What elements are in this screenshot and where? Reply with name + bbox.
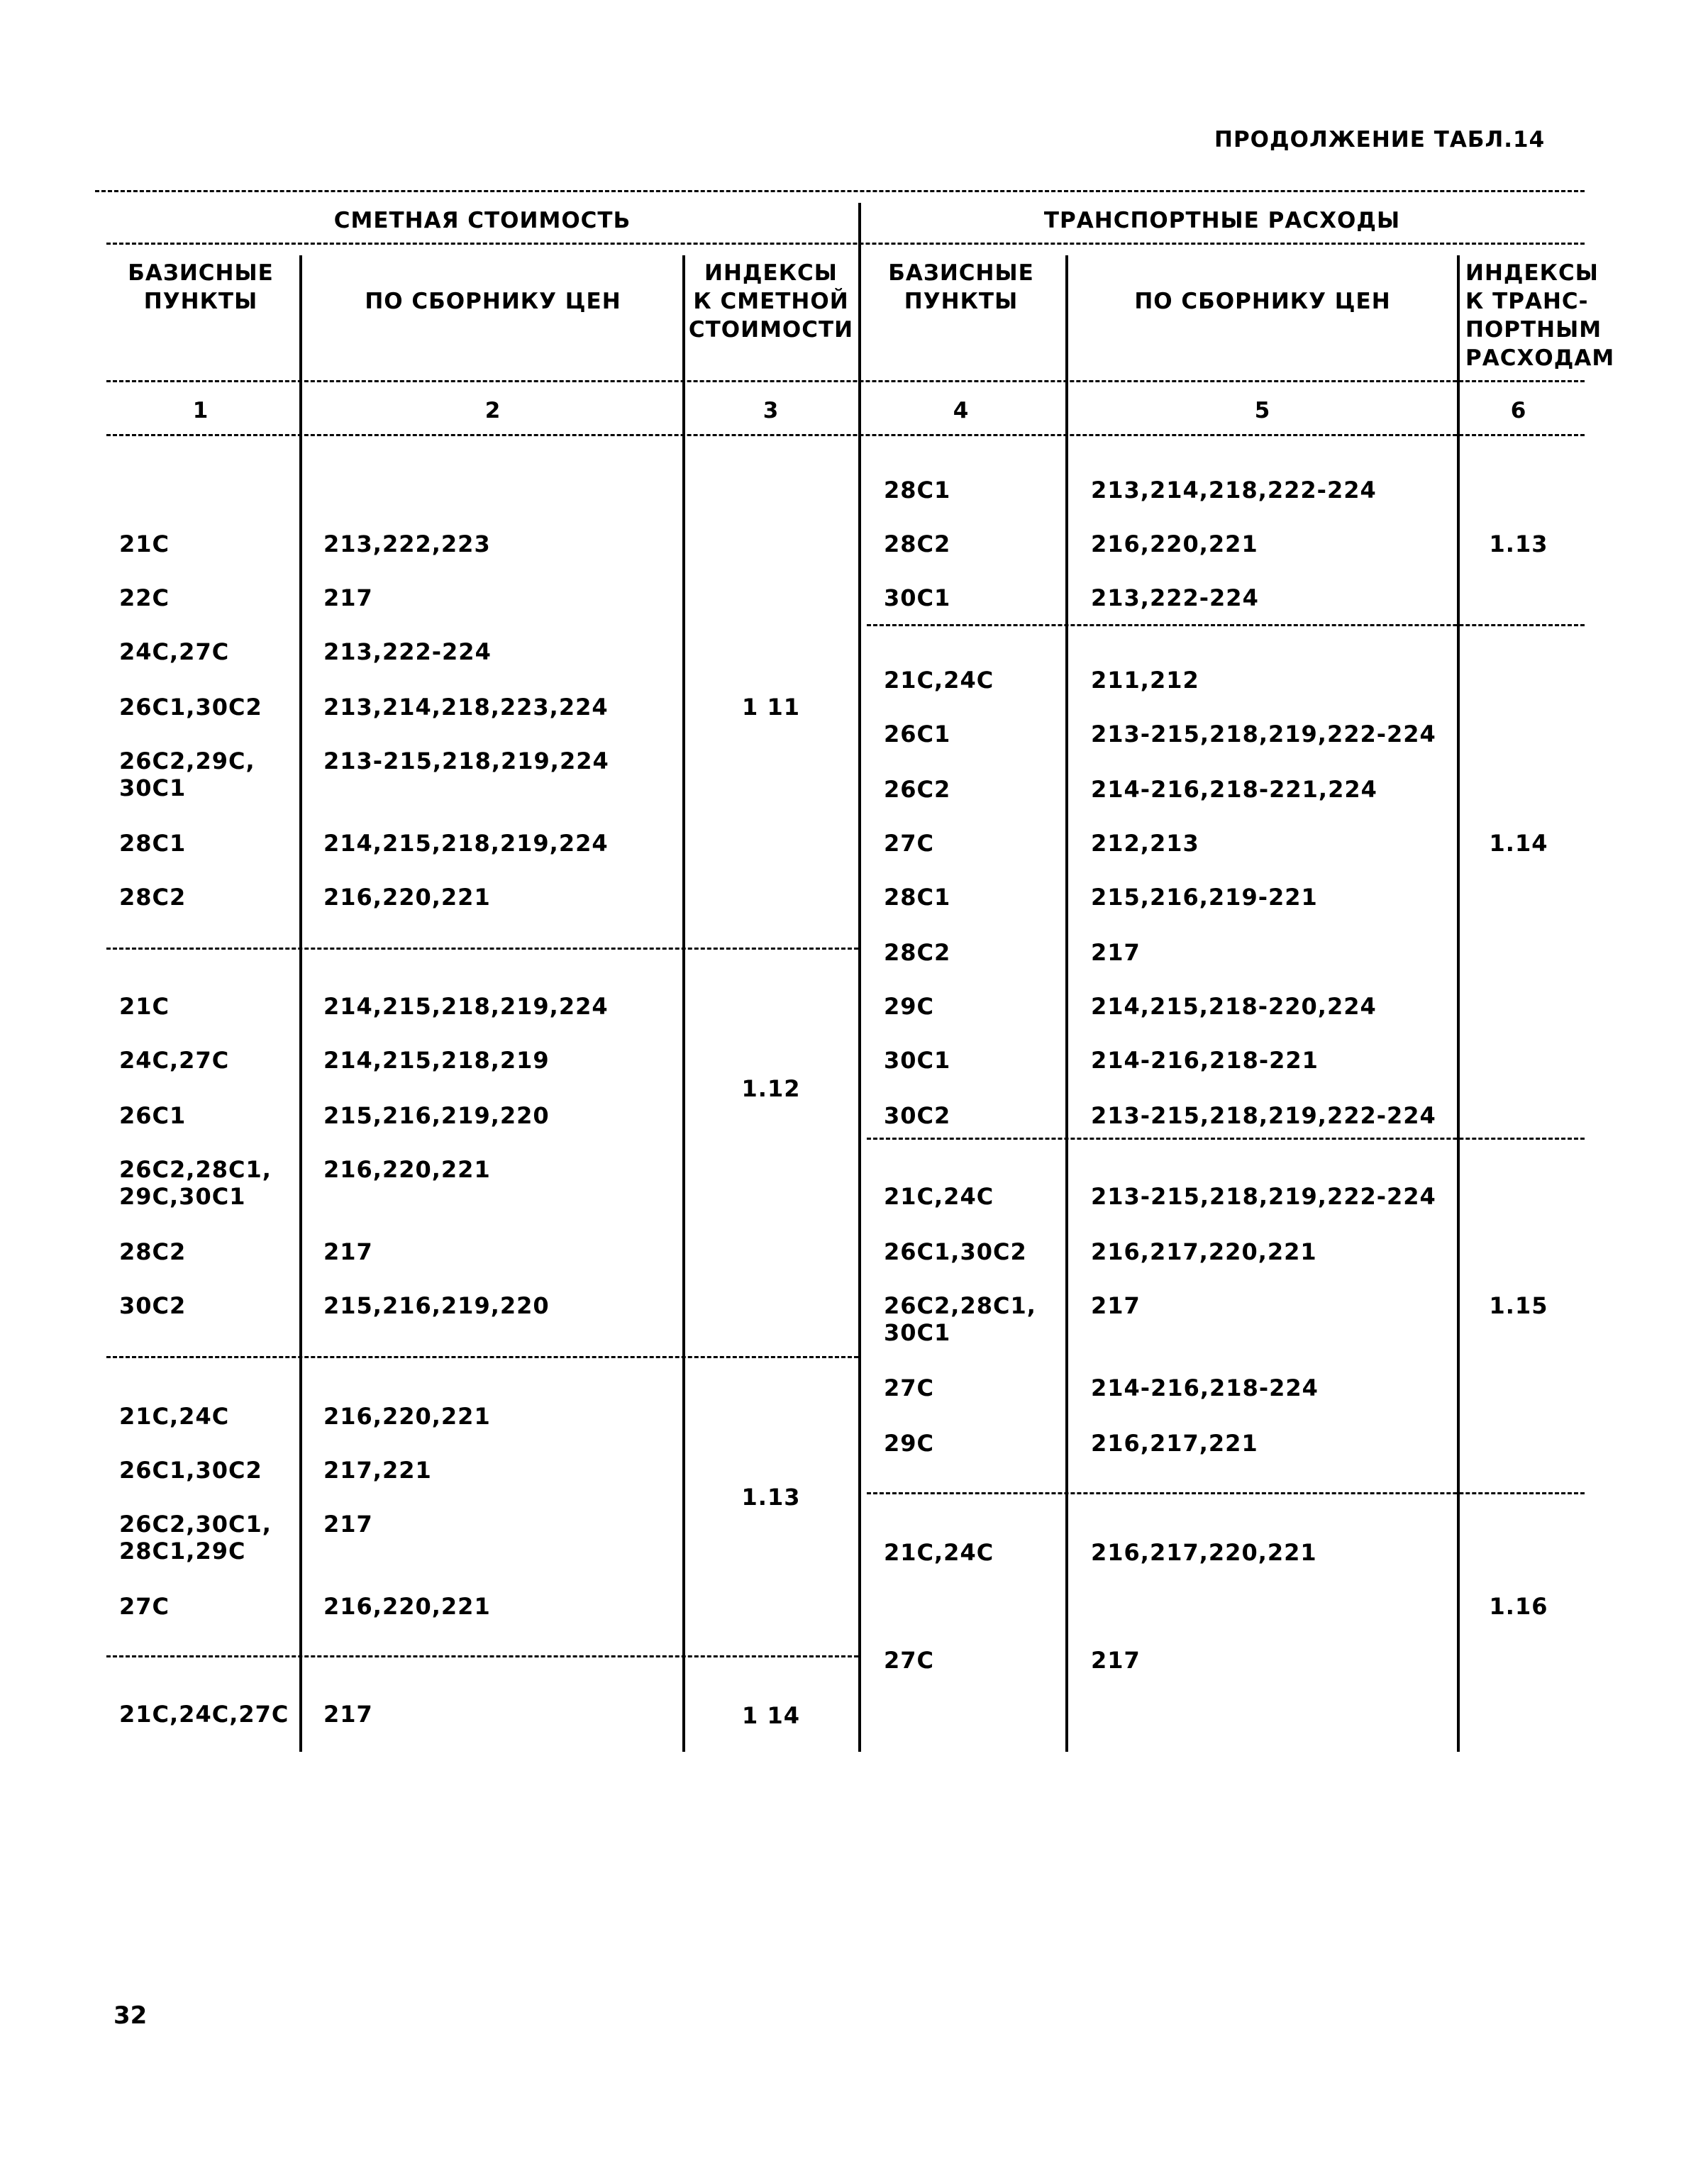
col6-header-line3: ПОРТНЫМ (1465, 317, 1602, 343)
transport-g3-index: 1.15 (1489, 1292, 1548, 1319)
estimate-g1-r4-points: 26С1,30С2 (119, 694, 262, 721)
transport-g3-r5-prices: 216,217,221 (1091, 1430, 1258, 1457)
transport-g1-r3-prices: 213,222-224 (1091, 584, 1259, 611)
estimate-g2-r5-prices: 217 (323, 1238, 373, 1265)
transport-g2-r2-points: 26С1 (884, 721, 951, 748)
estimate-g1-r1-prices: 213,222,223 (323, 531, 491, 557)
col5-header: ПО СБОРНИКУ ЦЕН (1134, 289, 1391, 314)
transport-g1-index: 1.13 (1489, 531, 1548, 557)
col6-header-line4: РАСХОДАМ (1465, 345, 1615, 371)
estimate-g2-r4-prices: 216,220,221 (323, 1156, 491, 1183)
estimate-g3-r3-points: 26С2,30С1, 28С1,29С (119, 1511, 272, 1565)
estimate-g1-r2-prices: 217 (323, 584, 373, 611)
column-header-rule (106, 380, 1585, 382)
estimate-g3-r1-prices: 216,220,221 (323, 1403, 491, 1430)
estimate-g2-r1-points: 21С (119, 993, 170, 1020)
transport-g1-r2-prices: 216,220,221 (1091, 531, 1258, 557)
transport-group-rule-2 (867, 1138, 1585, 1140)
estimate-g2-r6-prices: 215,216,219,220 (323, 1292, 550, 1319)
transport-g2-r6-prices: 217 (1091, 939, 1141, 966)
col-separator-1-2 (299, 255, 302, 1752)
estimate-g3-index: 1.13 (741, 1484, 801, 1511)
continuation-title: ПРОДОЛЖЕНИЕ ТАБЛ.14 (1214, 127, 1546, 152)
transport-g2-r8-points: 30С1 (884, 1047, 951, 1074)
estimate-g2-r3-points: 26С1 (119, 1102, 187, 1129)
transport-g2-r1-prices: 211,212 (1091, 667, 1199, 694)
transport-g3-r1-points: 21С,24С (884, 1183, 994, 1210)
col4-header-line2: ПУНКТЫ (904, 289, 1019, 314)
estimate-g4-r1-points: 21С,24С,27С (119, 1701, 289, 1728)
estimate-g3-r1-points: 21С,24С (119, 1403, 230, 1430)
transport-group-rule-3 (867, 1492, 1585, 1494)
col-number-4: 4 (953, 398, 970, 423)
transport-g4-index: 1.16 (1489, 1593, 1548, 1620)
transport-g3-r3-points: 26С2,28С1, 30С1 (884, 1292, 1036, 1346)
estimate-g1-r3-points: 24С,27С (119, 638, 230, 665)
estimate-g3-r2-points: 26С1,30С2 (119, 1457, 262, 1484)
col3-header-line3: СТОИМОСТИ (688, 317, 854, 343)
estimate-g1-r5-prices: 213-215,218,219,224 (323, 748, 609, 774)
transport-g2-index: 1.14 (1489, 830, 1548, 857)
transport-g2-r5-points: 28С1 (884, 884, 951, 911)
transport-g3-r3-prices: 217 (1091, 1292, 1141, 1319)
transport-g1-r3-points: 30С1 (884, 584, 951, 611)
estimate-group-rule-1 (106, 948, 858, 950)
estimate-group-header: СМЕТНАЯ СТОИМОСТЬ (333, 208, 631, 233)
estimate-g1-r4-prices: 213,214,218,223,224 (323, 694, 609, 721)
transport-g3-r2-prices: 216,217,220,221 (1091, 1238, 1317, 1265)
estimate-g2-index: 1.12 (741, 1075, 801, 1102)
col-separator-5-6 (1457, 255, 1460, 1752)
col-separator-3-4 (858, 203, 861, 1752)
estimate-g1-r5-points: 26С2,29С, 30С1 (119, 748, 255, 801)
col3-header-line1: ИНДЕКСЫ (704, 260, 838, 286)
transport-g4-r1-points: 21С,24С (884, 1539, 994, 1566)
estimate-g3-r2-prices: 217,221 (323, 1457, 432, 1484)
estimate-g3-r3-prices: 217 (323, 1511, 373, 1538)
transport-g2-r4-points: 27С (884, 830, 935, 857)
estimate-g2-r4-points: 26С2,28С1, 29С,30С1 (119, 1156, 272, 1210)
col3-header-line2: К СМЕТНОЙ (693, 289, 849, 314)
col-separator-4-5 (1065, 255, 1068, 1752)
transport-g3-r4-prices: 214-216,218-224 (1091, 1374, 1319, 1401)
transport-g2-r3-points: 26С2 (884, 776, 951, 803)
transport-g1-r1-points: 28С1 (884, 477, 951, 504)
estimate-group-rule-2 (106, 1356, 858, 1358)
estimate-g2-r1-prices: 214,215,218,219,224 (323, 993, 609, 1020)
transport-g2-r4-prices: 212,213 (1091, 830, 1199, 857)
transport-g2-r9-prices: 213-215,218,219,222-224 (1091, 1102, 1436, 1129)
col-number-1: 1 (192, 398, 209, 423)
estimate-group-rule-3 (106, 1655, 858, 1657)
transport-group-header: ТРАНСПОРТНЫЕ РАСХОДЫ (1043, 208, 1401, 233)
transport-g3-r1-prices: 213-215,218,219,222-224 (1091, 1183, 1436, 1210)
column-number-rule (106, 434, 1585, 436)
transport-g3-r2-points: 26С1,30С2 (884, 1238, 1027, 1265)
transport-g2-r6-points: 28С2 (884, 939, 951, 966)
estimate-g3-r4-prices: 216,220,221 (323, 1593, 491, 1620)
col1-header-line2: ПУНКТЫ (143, 289, 258, 314)
transport-g2-r2-prices: 213-215,218,219,222-224 (1091, 721, 1436, 748)
table-top-rule (95, 190, 1585, 192)
transport-g2-r1-points: 21С,24С (884, 667, 994, 694)
estimate-g2-r5-points: 28С2 (119, 1238, 187, 1265)
estimate-g1-r6-prices: 214,215,218,219,224 (323, 830, 609, 857)
estimate-g1-r7-prices: 216,220,221 (323, 884, 491, 911)
estimate-g1-index: 1 11 (742, 694, 800, 721)
estimate-g1-r6-points: 28С1 (119, 830, 187, 857)
transport-g2-r8-prices: 214-216,218-221 (1091, 1047, 1319, 1074)
estimate-g3-r4-points: 27С (119, 1593, 170, 1620)
estimate-g4-index: 1 14 (742, 1702, 800, 1729)
col-number-2: 2 (484, 398, 501, 423)
group-header-rule (106, 243, 1585, 245)
transport-g2-r7-points: 29С (884, 993, 935, 1020)
col1-header-line1: БАЗИСНЫЕ (128, 260, 274, 286)
estimate-g1-r7-points: 28С2 (119, 884, 187, 911)
col-number-3: 3 (762, 398, 780, 423)
transport-g2-r3-prices: 214-216,218-221,224 (1091, 776, 1377, 803)
transport-g2-r7-prices: 214,215,218-220,224 (1091, 993, 1377, 1020)
transport-g1-r1-prices: 213,214,218,222-224 (1091, 477, 1377, 504)
col2-header: ПО СБОРНИКУ ЦЕН (365, 289, 621, 314)
estimate-g4-r1-prices: 217 (323, 1701, 373, 1728)
transport-g1-r2-points: 28С2 (884, 531, 951, 557)
estimate-g1-r2-points: 22С (119, 584, 170, 611)
transport-g2-r9-points: 30С2 (884, 1102, 951, 1129)
col-number-6: 6 (1510, 398, 1527, 423)
transport-g3-r5-points: 29С (884, 1430, 935, 1457)
transport-g3-r4-points: 27С (884, 1374, 935, 1401)
estimate-g1-r3-prices: 213,222-224 (323, 638, 492, 665)
estimate-g2-r2-points: 24С,27С (119, 1047, 230, 1074)
estimate-g2-r3-prices: 215,216,219,220 (323, 1102, 550, 1129)
estimate-g2-r6-points: 30С2 (119, 1292, 187, 1319)
transport-g2-r5-prices: 215,216,219-221 (1091, 884, 1318, 911)
col4-header-line1: БАЗИСНЫЕ (888, 260, 1034, 286)
col-number-5: 5 (1254, 398, 1271, 423)
estimate-g2-r2-prices: 214,215,218,219 (323, 1047, 550, 1074)
transport-g4-r1-prices: 216,217,220,221 (1091, 1539, 1317, 1566)
col-separator-2-3 (682, 255, 685, 1752)
transport-g4-r2-points: 27С (884, 1647, 935, 1674)
transport-group-rule-1 (867, 624, 1585, 626)
page-number: 32 (113, 2001, 148, 2030)
col6-header-line2: К ТРАНС- (1465, 289, 1589, 314)
col6-header-line1: ИНДЕКСЫ (1465, 260, 1599, 286)
estimate-g1-r1-points: 21С (119, 531, 170, 557)
transport-g4-r2-prices: 217 (1091, 1647, 1141, 1674)
